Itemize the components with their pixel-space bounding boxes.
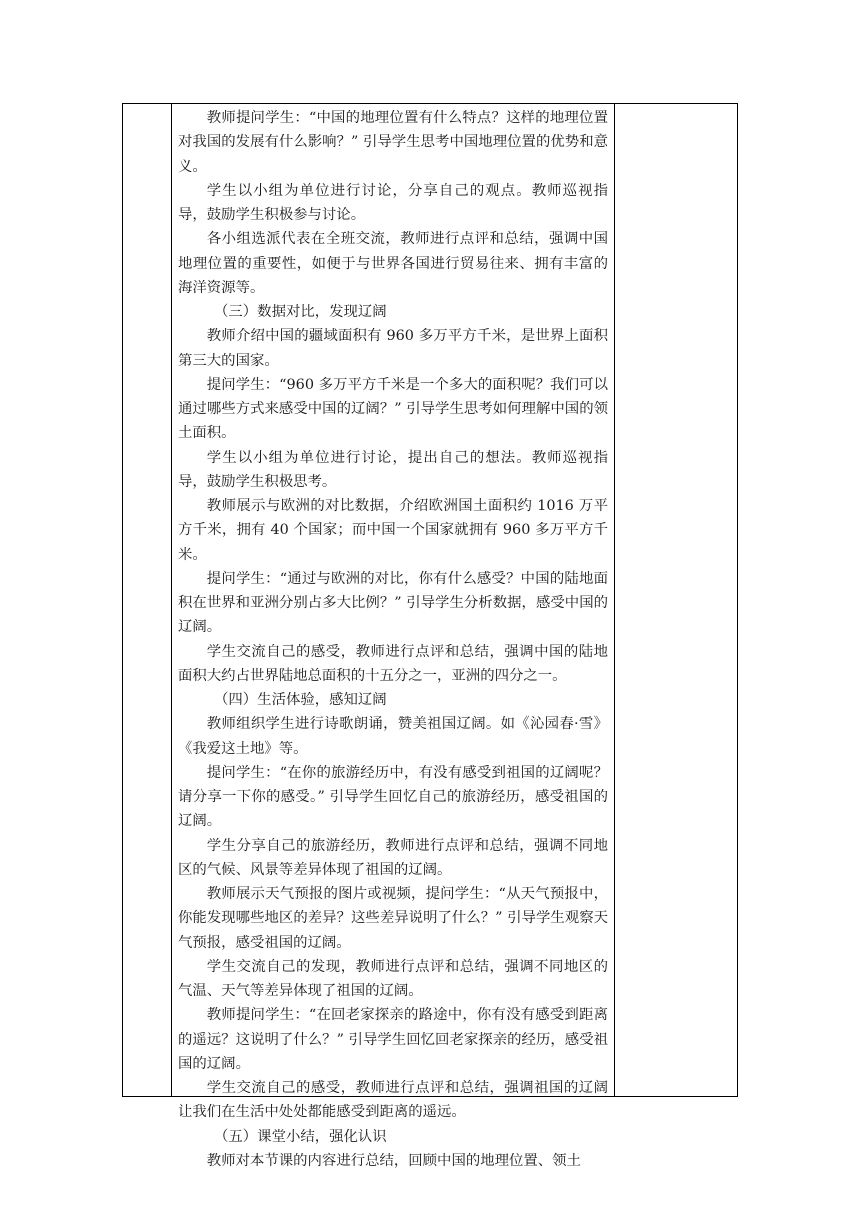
paragraph: 教师组织学生进行诗歌朗诵，赞美祖国辽阔。如《沁园春·雪》《我爱这土地》等。 [178,716,608,757]
paragraph: 各小组选派代表在全班交流，教师进行点评和总结，强调中国地理位置的重要性，如便于与世界各国进行贸易往来、拥有丰富的海洋资源等。 [178,231,608,296]
lesson-plan-table [122,103,738,1169]
paragraph: 学生以小组为单位进行讨论，提出自己的想法。教师巡视指导，鼓励学生积极思考。 [178,449,608,490]
paragraph: 学生交流自己的发现，教师进行点评和总结，强调不同地区的气温、天气等差异体现了祖国的辽阔。 [178,958,608,999]
section-heading: （四）生活体验，感知辽阔 [214,692,387,708]
table-column-divider-left [171,104,172,1096]
paragraph: 提问学生：“在你的旅游经历中，有没有感受到祖国的辽阔呢？请分享一下你的感受。” 引导学生回忆自己的旅游经历，感受祖国的辽阔。 [178,764,608,830]
table-column-divider-right [614,104,615,1096]
paragraph: 学生交流自己的感受，教师进行点评和总结，强调中国的陆地面积大约占世界陆地总面积的十五分之一，亚洲的四分之一。 [178,643,608,684]
section-heading: （三）数据对比，发现辽阔 [214,304,387,320]
paragraph: 提问学生：“960 多万平方千米是一个多大的面积呢？我们可以通过哪些方式来感受中国的辽阔？” 引导学生思考如何理解中国的领土面积。 [178,376,608,442]
paragraph: 教师展示天气预报的图片或视频，提问学生：“从天气预报中，你能发现哪些地区的差异？这些差异说明了什么？” 引导学生观察天气预报，感受祖国的辽阔。 [178,886,608,951]
paragraph: 学生交流自己的感受，教师进行点评和总结，强调祖国的辽阔让我们在生活中处处都能感受到距离的遥远。 [178,1080,608,1121]
paragraph: 学生以小组为单位进行讨论，分享自己的观点。教师巡视指导，鼓励学生积极参与讨论。 [178,182,608,223]
paragraph: 学生分享自己的旅游经历，教师进行点评和总结，强调不同地区的气候、风景等差异体现了祖国的辽阔。 [178,837,608,878]
paragraph: 教师提问学生：“在回老家探亲的路途中，你有没有感受到距离的遥远？这说明了什么？” 引导学生回忆回老家探亲的经历，感受祖国的辽阔。 [178,1007,608,1072]
lesson-content-cell [178,106,608,1173]
paragraph: 教师展示与欧洲的对比数据，介绍欧洲国土面积约 1016 万平方千米，拥有 40 个国家；而中国一个国家就拥有 960 多万平方千米。 [178,498,608,563]
paragraph: 教师对本节课的内容进行总结，回顾中国的地理位置、领土 [206,1152,581,1169]
paragraph: 教师介绍中国的疆域面积有 960 多万平方千米，是世界上面积第三大的国家。 [178,328,608,369]
paragraph: 教师提问学生：“中国的地理位置有什么特点？这样的地理位置对我国的发展有什么影响？” 引导学生思考中国地理位置的优势和意义。 [178,110,608,175]
section-heading: （五）课堂小结，强化认识 [214,1128,387,1145]
paragraph: 提问学生：“通过与欧洲的对比，你有什么感受？中国的陆地面积在世界和亚洲分别占多大比例？” 引导学生分析数据，感受中国的辽阔。 [178,570,608,636]
